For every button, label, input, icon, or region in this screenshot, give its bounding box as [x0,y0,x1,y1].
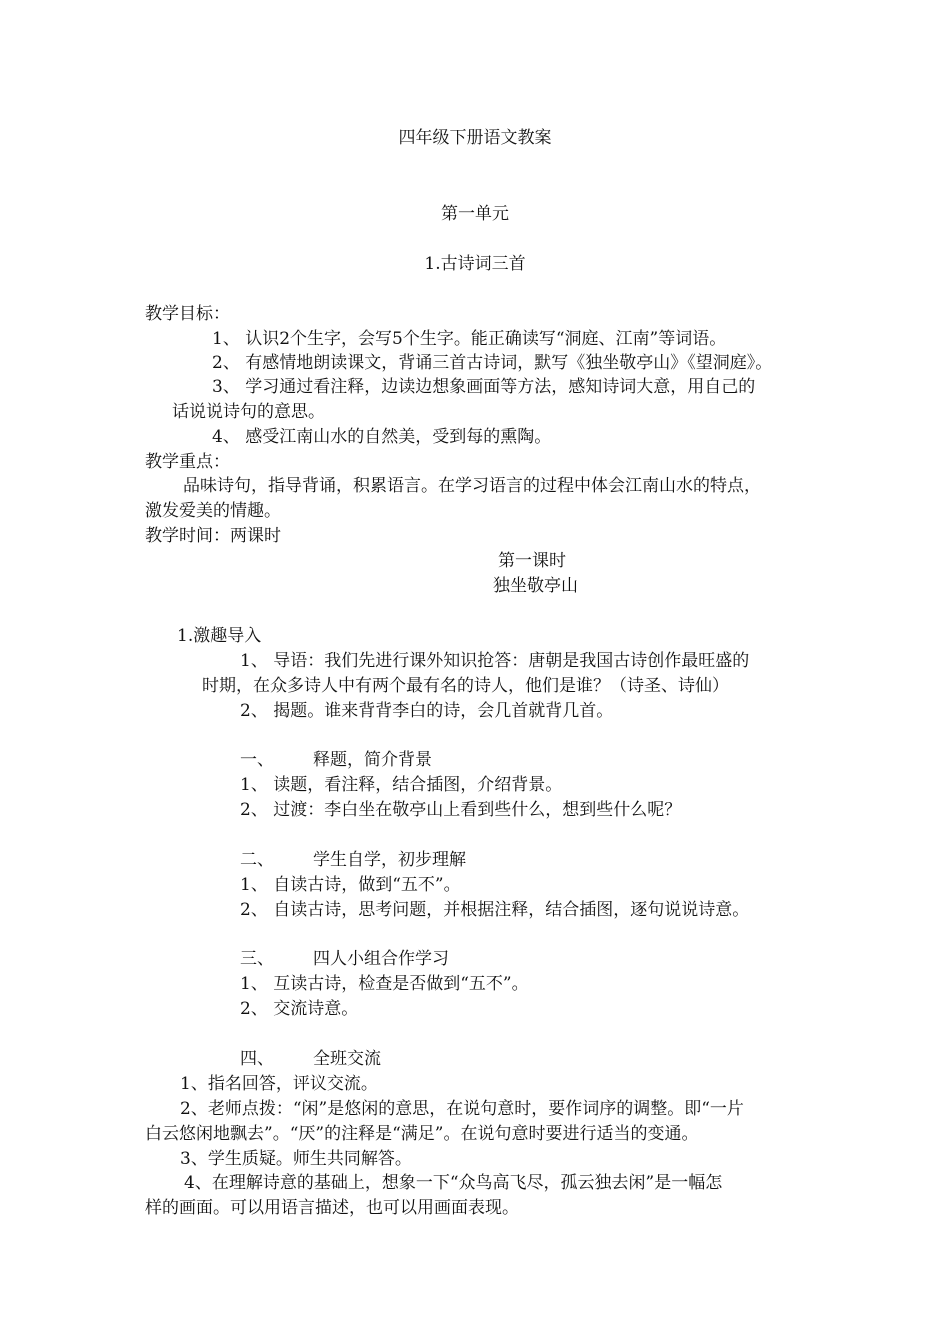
doc-title: 四年级下册语文教案 [398,128,552,148]
section-number: 四、 [240,1049,274,1069]
section-line: 2、老师点拨：“闲”是悠闲的意思，在说句意时，要作词序的调整。即“一片 [180,1099,744,1119]
section-line: 1、指名回答，评议交流。 [180,1074,378,1094]
intro-item: 2、 揭题。谁来背背李白的诗，会几首就背几首。 [240,701,614,721]
section-title: 学生自学，初步理解 [313,850,466,870]
goals-label: 教学目标： [145,304,230,324]
poem-title: 独坐敬亭山 [493,576,578,596]
goal-item-continued: 话说说诗句的意思。 [172,402,325,422]
goal-item: 3、 学习通过看注释，边读边想象画面等方法，感知诗词大意，用自己的 [212,377,756,397]
section-number: 三、 [240,949,274,969]
section-line: 3、学生质疑。师生共同解答。 [180,1149,412,1169]
period-heading: 第一课时 [498,551,566,571]
section-number: 一、 [240,750,274,770]
intro-heading: 1.激趣导入 [177,626,262,646]
section-line-continued: 白云悠闲地飘去”。“厌”的注释是“满足”。在说句意时要进行适当的变通。 [145,1124,699,1144]
goal-item: 1、 认识2个生字，会写5个生字。能正确读写“洞庭、江南”等词语。 [212,329,727,349]
section-item: 2、 过渡：李白坐在敬亭山上看到些什么，想到些什么呢？ [240,800,682,820]
intro-item-continued: 时期，在众多诗人中有两个最有名的诗人，他们是谁？（诗圣、诗仙） [202,676,729,696]
section-item: 2、 交流诗意。 [240,999,359,1019]
section-item: 1、 读题，看注释，结合插图，介绍背景。 [240,775,563,795]
section-line-continued: 样的画面。可以用语言描述，也可以用画面表现。 [145,1198,519,1218]
lesson-heading: 1.古诗词三首 [424,254,526,274]
goal-item: 4、 感受江南山水的自然美，受到每的熏陶。 [212,427,552,447]
section-title: 全班交流 [313,1049,381,1069]
focus-label: 教学重点： [145,452,230,472]
section-number: 二、 [240,850,274,870]
section-title: 四人小组合作学习 [313,949,449,969]
section-item: 1、 互读古诗，检查是否做到“五不”。 [240,974,529,994]
teaching-time: 教学时间：两课时 [145,526,281,546]
section-item: 1、 自读古诗，做到“五不”。 [240,875,461,895]
section-line: 4、在理解诗意的基础上，想象一下“众鸟高飞尽，孤云独去闲”是一幅怎 [184,1173,723,1193]
focus-text-continued: 激发爱美的情趣。 [145,501,281,521]
unit-heading: 第一单元 [441,204,509,224]
section-title: 释题，简介背景 [313,750,432,770]
goal-item: 2、 有感情地朗读课文，背诵三首古诗词，默写《独坐敬亭山》《望洞庭》。 [212,353,773,373]
focus-text: 品味诗句，指导背诵，积累语言。在学习语言的过程中体会江南山水的特点， [183,476,761,496]
intro-item: 1、 导语：我们先进行课外知识抢答：唐朝是我国古诗创作最旺盛的 [240,651,750,671]
section-item: 2、 自读古诗，思考问题，并根据注释，结合插图，逐句说说诗意。 [240,900,750,920]
